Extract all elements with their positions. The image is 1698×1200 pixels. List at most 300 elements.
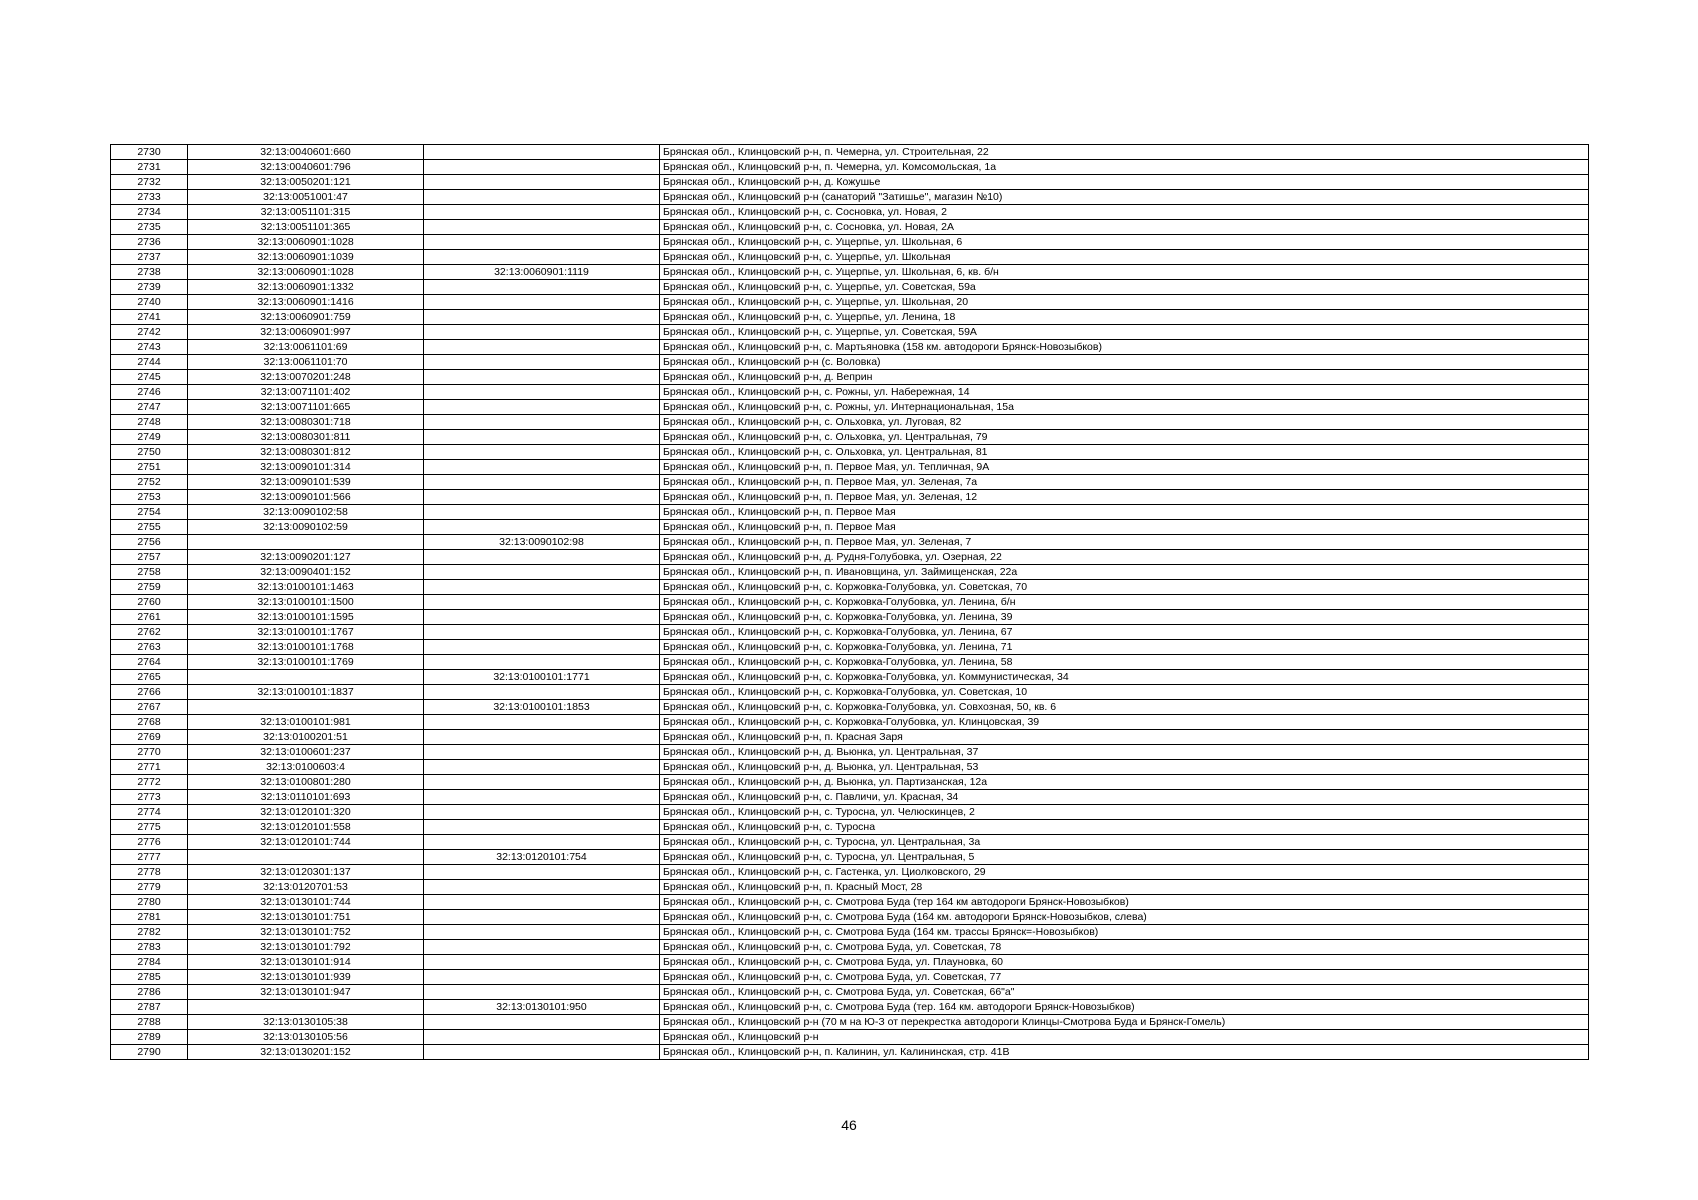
row-number-cell: 2788: [111, 1015, 188, 1030]
cadastral-number-cell: 32:13:0130101:751: [188, 910, 424, 925]
secondary-cadastral-number-cell: [424, 880, 660, 895]
address-cell: Брянская обл., Клинцовский р-н: [660, 1030, 1589, 1045]
cadastral-number-cell: 32:13:0100601:237: [188, 745, 424, 760]
address-cell: Брянская обл., Клинцовский р-н, с. Ущерпье, ул. Школьная, 6, кв. б/н: [660, 265, 1589, 280]
secondary-cadastral-number-cell: [424, 580, 660, 595]
address-cell: Брянская обл., Клинцовский р-н, с. Сосновка, ул. Новая, 2А: [660, 220, 1589, 235]
cadastral-number-cell: [188, 1000, 424, 1015]
cadastral-number-cell: 32:13:0060901:1039: [188, 250, 424, 265]
row-number-cell: 2754: [111, 505, 188, 520]
row-number-cell: 2757: [111, 550, 188, 565]
address-cell: Брянская обл., Клинцовский р-н, с. Смотрова Буда (164 км. трассы Брянск=-Новозыбков): [660, 925, 1589, 940]
table-row: [111, 625, 1589, 640]
table-row: [111, 310, 1589, 325]
address-cell: Брянская обл., Клинцовский р-н, с. Коржовка-Голубовка, ул. Ленина, 67: [660, 625, 1589, 640]
row-number-cell: 2739: [111, 280, 188, 295]
table-row: [111, 685, 1589, 700]
table-row: [111, 940, 1589, 955]
row-number-cell: 2785: [111, 970, 188, 985]
row-number-cell: 2780: [111, 895, 188, 910]
row-number-cell: 2753: [111, 490, 188, 505]
table-row: [111, 265, 1589, 280]
row-number-cell: 2734: [111, 205, 188, 220]
secondary-cadastral-number-cell: [424, 730, 660, 745]
table-row: [111, 865, 1589, 880]
table-row: [111, 820, 1589, 835]
address-cell: Брянская обл., Клинцовский р-н, с. Ущерпье, ул. Ленина, 18: [660, 310, 1589, 325]
row-number-cell: 2789: [111, 1030, 188, 1045]
address-cell: Брянская обл., Клинцовский р-н, с. Смотрова Буда (тер 164 км автодороги Брянск-Новозыбков): [660, 895, 1589, 910]
table-row: [111, 745, 1589, 760]
table-row: [111, 205, 1589, 220]
row-number-cell: 2774: [111, 805, 188, 820]
secondary-cadastral-number-cell: [424, 190, 660, 205]
secondary-cadastral-number-cell: [424, 145, 660, 160]
address-cell: Брянская обл., Клинцовский р-н (санаторий "Затишье", магазин №10): [660, 190, 1589, 205]
table-row: [111, 565, 1589, 580]
cadastral-number-cell: 32:13:0120301:137: [188, 865, 424, 880]
address-cell: Брянская обл., Клинцовский р-н, с. Коржовка-Голубовка, ул. Коммунистическая, 34: [660, 670, 1589, 685]
address-cell: Брянская обл., Клинцовский р-н, с. Смотрова Буда (164 км. автодороги Брянск-Новозыбков, слева): [660, 910, 1589, 925]
row-number-cell: 2759: [111, 580, 188, 595]
table-row: [111, 910, 1589, 925]
table-row: [111, 790, 1589, 805]
cadastral-number-cell: 32:13:0071101:402: [188, 385, 424, 400]
cadastral-number-cell: 32:13:0130101:744: [188, 895, 424, 910]
cadastral-number-cell: 32:13:0120101:558: [188, 820, 424, 835]
row-number-cell: 2741: [111, 310, 188, 325]
table-row: [111, 355, 1589, 370]
address-cell: Брянская обл., Клинцовский р-н, с. Смотрова Буда, ул. Советская, 77: [660, 970, 1589, 985]
table-row: [111, 520, 1589, 535]
cadastral-number-cell: 32:13:0070201:248: [188, 370, 424, 385]
address-cell: Брянская обл., Клинцовский р-н, с. Ущерпье, ул. Школьная: [660, 250, 1589, 265]
cadastral-number-cell: 32:13:0061101:69: [188, 340, 424, 355]
address-cell: Брянская обл., Клинцовский р-н, с. Коржовка-Голубовка, ул. Ленина, 71: [660, 640, 1589, 655]
table-row: [111, 895, 1589, 910]
table-row: [111, 805, 1589, 820]
address-cell: Брянская обл., Клинцовский р-н, п. Ивановщина, ул. Займищенская, 22а: [660, 565, 1589, 580]
address-cell: Брянская обл., Клинцовский р-н, с. Туросна, ул. Центральная, 5: [660, 850, 1589, 865]
table-row: [111, 220, 1589, 235]
table-row: [111, 610, 1589, 625]
cadastral-number-cell: 32:13:0071101:665: [188, 400, 424, 415]
cadastral-number-cell: 32:13:0100101:1595: [188, 610, 424, 625]
table-row: [111, 595, 1589, 610]
secondary-cadastral-number-cell: [424, 340, 660, 355]
table-row: [111, 580, 1589, 595]
secondary-cadastral-number-cell: [424, 1030, 660, 1045]
row-number-cell: 2758: [111, 565, 188, 580]
address-cell: Брянская обл., Клинцовский р-н, с. Смотрова Буда, ул. Плауновка, 60: [660, 955, 1589, 970]
table-row: [111, 1000, 1589, 1015]
secondary-cadastral-number-cell: [424, 940, 660, 955]
secondary-cadastral-number-cell: [424, 505, 660, 520]
cadastral-number-cell: 32:13:0100101:1767: [188, 625, 424, 640]
row-number-cell: 2764: [111, 655, 188, 670]
address-cell: Брянская обл., Клинцовский р-н, п. Первое Мая: [660, 520, 1589, 535]
cadastral-number-cell: 32:13:0090102:59: [188, 520, 424, 535]
cadastral-number-cell: [188, 850, 424, 865]
secondary-cadastral-number-cell: 32:13:0100101:1853: [424, 700, 660, 715]
cadastral-number-cell: 32:13:0100101:1768: [188, 640, 424, 655]
table-row: [111, 835, 1589, 850]
table-row: [111, 295, 1589, 310]
address-cell: Брянская обл., Клинцовский р-н, с. Коржовка-Голубовка, ул. Советская, 70: [660, 580, 1589, 595]
address-cell: Брянская обл., Клинцовский р-н, с. Туросна, ул. Челюскинцев, 2: [660, 805, 1589, 820]
row-number-cell: 2746: [111, 385, 188, 400]
address-cell: Брянская обл., Клинцовский р-н, п. Первое Мая: [660, 505, 1589, 520]
cadastral-number-cell: 32:13:0090102:58: [188, 505, 424, 520]
row-number-cell: 2781: [111, 910, 188, 925]
secondary-cadastral-number-cell: [424, 295, 660, 310]
table-row: [111, 490, 1589, 505]
table-row: [111, 550, 1589, 565]
secondary-cadastral-number-cell: [424, 895, 660, 910]
cadastral-number-cell: 32:13:0100603:4: [188, 760, 424, 775]
table-row: [111, 340, 1589, 355]
cadastral-number-cell: 32:13:0130101:939: [188, 970, 424, 985]
secondary-cadastral-number-cell: [424, 565, 660, 580]
cadastral-number-cell: 32:13:0040601:660: [188, 145, 424, 160]
cadastral-number-cell: 32:13:0130101:914: [188, 955, 424, 970]
address-cell: Брянская обл., Клинцовский р-н, с. Туросна: [660, 820, 1589, 835]
address-cell: Брянская обл., Клинцовский р-н (70 м на Ю-З от перекрестка автодороги Клинцы-Смотрова Буда и Брянск-Гомель): [660, 1015, 1589, 1030]
cadastral-number-cell: 32:13:0100201:51: [188, 730, 424, 745]
table-row: [111, 145, 1589, 160]
secondary-cadastral-number-cell: [424, 715, 660, 730]
table-row: [111, 760, 1589, 775]
row-number-cell: 2782: [111, 925, 188, 940]
secondary-cadastral-number-cell: [424, 460, 660, 475]
row-number-cell: 2786: [111, 985, 188, 1000]
address-cell: Брянская обл., Клинцовский р-н, с. Смотрова Буда, ул. Советская, 78: [660, 940, 1589, 955]
cadastral-number-cell: [188, 535, 424, 550]
secondary-cadastral-number-cell: [424, 910, 660, 925]
table-row: [111, 925, 1589, 940]
cadastral-number-cell: 32:13:0060901:1332: [188, 280, 424, 295]
row-number-cell: 2768: [111, 715, 188, 730]
row-number-cell: 2743: [111, 340, 188, 355]
table-row: [111, 250, 1589, 265]
table-row: [111, 880, 1589, 895]
table-row: [111, 460, 1589, 475]
address-cell: Брянская обл., Клинцовский р-н, д. Вьюнка, ул. Партизанская, 12а: [660, 775, 1589, 790]
table-row: [111, 325, 1589, 340]
address-cell: Брянская обл., Клинцовский р-н, с. Рожны, ул. Набережная, 14: [660, 385, 1589, 400]
cadastral-number-cell: 32:13:0060901:997: [188, 325, 424, 340]
address-cell: Брянская обл., Клинцовский р-н, с. Коржовка-Голубовка, ул. Ленина, 58: [660, 655, 1589, 670]
row-number-cell: 2775: [111, 820, 188, 835]
secondary-cadastral-number-cell: [424, 550, 660, 565]
secondary-cadastral-number-cell: [424, 250, 660, 265]
records-table: [110, 144, 1589, 1060]
address-cell: Брянская обл., Клинцовский р-н, с. Павличи, ул. Красная, 34: [660, 790, 1589, 805]
cadastral-number-cell: 32:13:0090101:539: [188, 475, 424, 490]
cadastral-number-cell: 32:13:0060901:759: [188, 310, 424, 325]
row-number-cell: 2776: [111, 835, 188, 850]
secondary-cadastral-number-cell: 32:13:0060901:1119: [424, 265, 660, 280]
secondary-cadastral-number-cell: [424, 400, 660, 415]
address-cell: Брянская обл., Клинцовский р-н, с. Коржовка-Голубовка, ул. Ленина, 39: [660, 610, 1589, 625]
row-number-cell: 2750: [111, 445, 188, 460]
address-cell: Брянская обл., Клинцовский р-н, п. Чемерна, ул. Комсомольская, 1а: [660, 160, 1589, 175]
cadastral-number-cell: 32:13:0080301:811: [188, 430, 424, 445]
secondary-cadastral-number-cell: [424, 685, 660, 700]
table-row: [111, 730, 1589, 745]
table-row: [111, 370, 1589, 385]
cadastral-number-cell: 32:13:0130101:792: [188, 940, 424, 955]
row-number-cell: 2762: [111, 625, 188, 640]
address-cell: Брянская обл., Клинцовский р-н, п. Калинин, ул. Калининская, стр. 41В: [660, 1045, 1589, 1060]
table-row: [111, 640, 1589, 655]
row-number-cell: 2733: [111, 190, 188, 205]
row-number-cell: 2751: [111, 460, 188, 475]
secondary-cadastral-number-cell: 32:13:0090102:98: [424, 535, 660, 550]
address-cell: Брянская обл., Клинцовский р-н, с. Смотрова Буда, ул. Советская, 66"а": [660, 985, 1589, 1000]
address-cell: Брянская обл., Клинцовский р-н, п. Первое Мая, ул. Зеленая, 7: [660, 535, 1589, 550]
cadastral-number-cell: 32:13:0100101:1500: [188, 595, 424, 610]
address-cell: Брянская обл., Клинцовский р-н, с. Коржовка-Голубовка, ул. Советская, 10: [660, 685, 1589, 700]
address-cell: Брянская обл., Клинцовский р-н, с. Ущерпье, ул. Школьная, 6: [660, 235, 1589, 250]
address-cell: Брянская обл., Клинцовский р-н, д. Вьюнка, ул. Центральная, 37: [660, 745, 1589, 760]
secondary-cadastral-number-cell: [424, 805, 660, 820]
table-row: [111, 475, 1589, 490]
secondary-cadastral-number-cell: [424, 445, 660, 460]
cadastral-number-cell: 32:13:0050201:121: [188, 175, 424, 190]
secondary-cadastral-number-cell: [424, 160, 660, 175]
secondary-cadastral-number-cell: [424, 175, 660, 190]
secondary-cadastral-number-cell: [424, 625, 660, 640]
row-number-cell: 2737: [111, 250, 188, 265]
address-cell: Брянская обл., Клинцовский р-н, п. Первое Мая, ул. Зеленая, 7а: [660, 475, 1589, 490]
table-row: [111, 400, 1589, 415]
address-cell: Брянская обл., Клинцовский р-н, с. Сосновка, ул. Новая, 2: [660, 205, 1589, 220]
row-number-cell: 2738: [111, 265, 188, 280]
secondary-cadastral-number-cell: [424, 655, 660, 670]
address-cell: Брянская обл., Клинцовский р-н, п. Чемерна, ул. Строительная, 22: [660, 145, 1589, 160]
row-number-cell: 2740: [111, 295, 188, 310]
cadastral-number-cell: 32:13:0130201:152: [188, 1045, 424, 1060]
row-number-cell: 2749: [111, 430, 188, 445]
secondary-cadastral-number-cell: [424, 1015, 660, 1030]
secondary-cadastral-number-cell: [424, 760, 660, 775]
table-row: [111, 430, 1589, 445]
row-number-cell: 2787: [111, 1000, 188, 1015]
address-cell: Брянская обл., Клинцовский р-н (с. Воловка): [660, 355, 1589, 370]
table-row: [111, 385, 1589, 400]
row-number-cell: 2783: [111, 940, 188, 955]
row-number-cell: 2767: [111, 700, 188, 715]
row-number-cell: 2763: [111, 640, 188, 655]
secondary-cadastral-number-cell: [424, 355, 660, 370]
secondary-cadastral-number-cell: [424, 475, 660, 490]
cadastral-number-cell: 32:13:0090101:566: [188, 490, 424, 505]
secondary-cadastral-number-cell: [424, 520, 660, 535]
row-number-cell: 2778: [111, 865, 188, 880]
address-cell: Брянская обл., Клинцовский р-н, д. Вьюнка, ул. Центральная, 53: [660, 760, 1589, 775]
secondary-cadastral-number-cell: [424, 205, 660, 220]
table-row: [111, 175, 1589, 190]
row-number-cell: 2771: [111, 760, 188, 775]
cadastral-number-cell: [188, 700, 424, 715]
secondary-cadastral-number-cell: 32:13:0120101:754: [424, 850, 660, 865]
row-number-cell: 2772: [111, 775, 188, 790]
row-number-cell: 2773: [111, 790, 188, 805]
address-cell: Брянская обл., Клинцовский р-н, с. Коржовка-Голубовка, ул. Совхозная, 50, кв. 6: [660, 700, 1589, 715]
address-cell: Брянская обл., Клинцовский р-н, д. Веприн: [660, 370, 1589, 385]
row-number-cell: 2747: [111, 400, 188, 415]
address-cell: Брянская обл., Клинцовский р-н, с. Ольховка, ул. Центральная, 81: [660, 445, 1589, 460]
cadastral-number-cell: 32:13:0060901:1416: [188, 295, 424, 310]
cadastral-number-cell: 32:13:0130105:56: [188, 1030, 424, 1045]
secondary-cadastral-number-cell: [424, 955, 660, 970]
table-row: [111, 415, 1589, 430]
cadastral-number-cell: 32:13:0130101:752: [188, 925, 424, 940]
row-number-cell: 2790: [111, 1045, 188, 1060]
table-row: [111, 280, 1589, 295]
table-row: [111, 1015, 1589, 1030]
table-row: [111, 1030, 1589, 1045]
cadastral-number-cell: 32:13:0130105:38: [188, 1015, 424, 1030]
secondary-cadastral-number-cell: [424, 220, 660, 235]
secondary-cadastral-number-cell: [424, 385, 660, 400]
table-row: [111, 775, 1589, 790]
address-cell: Брянская обл., Клинцовский р-н, с. Ущерпье, ул. Советская, 59А: [660, 325, 1589, 340]
table-row: [111, 1045, 1589, 1060]
secondary-cadastral-number-cell: [424, 640, 660, 655]
address-cell: Брянская обл., Клинцовский р-н, д. Кожушье: [660, 175, 1589, 190]
table-row: [111, 190, 1589, 205]
cadastral-number-cell: 32:13:0080301:718: [188, 415, 424, 430]
cadastral-number-cell: 32:13:0051101:315: [188, 205, 424, 220]
row-number-cell: 2736: [111, 235, 188, 250]
cadastral-number-cell: 32:13:0100801:280: [188, 775, 424, 790]
table-row: [111, 715, 1589, 730]
row-number-cell: 2779: [111, 880, 188, 895]
secondary-cadastral-number-cell: 32:13:0130101:950: [424, 1000, 660, 1015]
row-number-cell: 2755: [111, 520, 188, 535]
row-number-cell: 2742: [111, 325, 188, 340]
secondary-cadastral-number-cell: [424, 595, 660, 610]
secondary-cadastral-number-cell: [424, 280, 660, 295]
row-number-cell: 2752: [111, 475, 188, 490]
cadastral-number-cell: 32:13:0100101:1837: [188, 685, 424, 700]
address-cell: Брянская обл., Клинцовский р-н, с. Ольховка, ул. Центральная, 79: [660, 430, 1589, 445]
cadastral-number-cell: 32:13:0120101:320: [188, 805, 424, 820]
address-cell: Брянская обл., Клинцовский р-н, с. Туросна, ул. Центральная, 3а: [660, 835, 1589, 850]
table-row: [111, 535, 1589, 550]
secondary-cadastral-number-cell: [424, 235, 660, 250]
secondary-cadastral-number-cell: [424, 310, 660, 325]
secondary-cadastral-number-cell: [424, 1045, 660, 1060]
secondary-cadastral-number-cell: [424, 925, 660, 940]
address-cell: Брянская обл., Клинцовский р-н, с. Коржовка-Голубовка, ул. Клинцовская, 39: [660, 715, 1589, 730]
secondary-cadastral-number-cell: [424, 415, 660, 430]
secondary-cadastral-number-cell: [424, 865, 660, 880]
table-row: [111, 655, 1589, 670]
address-cell: Брянская обл., Клинцовский р-н, п. Красный Мост, 28: [660, 880, 1589, 895]
secondary-cadastral-number-cell: [424, 490, 660, 505]
row-number-cell: 2760: [111, 595, 188, 610]
cadastral-number-cell: 32:13:0120701:53: [188, 880, 424, 895]
cadastral-number-cell: 32:13:0060901:1028: [188, 265, 424, 280]
cadastral-number-cell: 32:13:0040601:796: [188, 160, 424, 175]
cadastral-number-cell: 32:13:0061101:70: [188, 355, 424, 370]
table-row: [111, 445, 1589, 460]
row-number-cell: 2777: [111, 850, 188, 865]
secondary-cadastral-number-cell: [424, 790, 660, 805]
secondary-cadastral-number-cell: [424, 985, 660, 1000]
table-row: [111, 850, 1589, 865]
address-cell: Брянская обл., Клинцовский р-н, п. Первое Мая, ул. Тепличная, 9А: [660, 460, 1589, 475]
cadastral-number-cell: 32:13:0120101:744: [188, 835, 424, 850]
address-cell: Брянская обл., Клинцовский р-н, п. Первое Мая, ул. Зеленая, 12: [660, 490, 1589, 505]
cadastral-number-cell: 32:13:0130101:947: [188, 985, 424, 1000]
secondary-cadastral-number-cell: [424, 775, 660, 790]
cadastral-number-cell: 32:13:0090201:127: [188, 550, 424, 565]
table-row: [111, 955, 1589, 970]
address-cell: Брянская обл., Клинцовский р-н, с. Рожны, ул. Интернациональная, 15а: [660, 400, 1589, 415]
row-number-cell: 2770: [111, 745, 188, 760]
address-cell: Брянская обл., Клинцовский р-н, д. Рудня-Голубовка, ул. Озерная, 22: [660, 550, 1589, 565]
cadastral-number-cell: 32:13:0110101:693: [188, 790, 424, 805]
cadastral-number-cell: 32:13:0051101:365: [188, 220, 424, 235]
secondary-cadastral-number-cell: [424, 430, 660, 445]
secondary-cadastral-number-cell: [424, 325, 660, 340]
cadastral-number-cell: 32:13:0051001:47: [188, 190, 424, 205]
row-number-cell: 2745: [111, 370, 188, 385]
row-number-cell: 2731: [111, 160, 188, 175]
row-number-cell: 2784: [111, 955, 188, 970]
cadastral-number-cell: 32:13:0100101:1769: [188, 655, 424, 670]
address-cell: Брянская обл., Клинцовский р-н, п. Красная Заря: [660, 730, 1589, 745]
table-row: [111, 700, 1589, 715]
address-cell: Брянская обл., Клинцовский р-н, с. Смотрова Буда (тер. 164 км. автодороги Брянск-Новозыбков): [660, 1000, 1589, 1015]
row-number-cell: 2744: [111, 355, 188, 370]
row-number-cell: 2761: [111, 610, 188, 625]
row-number-cell: 2765: [111, 670, 188, 685]
row-number-cell: 2735: [111, 220, 188, 235]
secondary-cadastral-number-cell: [424, 370, 660, 385]
row-number-cell: 2732: [111, 175, 188, 190]
cadastral-number-cell: 32:13:0090101:314: [188, 460, 424, 475]
row-number-cell: 2766: [111, 685, 188, 700]
address-cell: Брянская обл., Клинцовский р-н, с. Ущерпье, ул. Советская, 59а: [660, 280, 1589, 295]
table-row: [111, 985, 1589, 1000]
row-number-cell: 2769: [111, 730, 188, 745]
address-cell: Брянская обл., Клинцовский р-н, с. Коржовка-Голубовка, ул. Ленина, б/н: [660, 595, 1589, 610]
row-number-cell: 2756: [111, 535, 188, 550]
address-cell: Брянская обл., Клинцовский р-н, с. Ущерпье, ул. Школьная, 20: [660, 295, 1589, 310]
cadastral-number-cell: 32:13:0090401:152: [188, 565, 424, 580]
table-row: [111, 505, 1589, 520]
table-row: [111, 235, 1589, 250]
cadastral-number-cell: [188, 670, 424, 685]
cadastral-number-cell: 32:13:0100101:1463: [188, 580, 424, 595]
page-number: 46: [841, 1117, 857, 1133]
cadastral-number-cell: 32:13:0100101:981: [188, 715, 424, 730]
cadastral-number-cell: 32:13:0080301:812: [188, 445, 424, 460]
table-row: [111, 670, 1589, 685]
secondary-cadastral-number-cell: [424, 745, 660, 760]
address-cell: Брянская обл., Клинцовский р-н, с. Гастенка, ул. Циолковского, 29: [660, 865, 1589, 880]
secondary-cadastral-number-cell: [424, 835, 660, 850]
table-row: [111, 160, 1589, 175]
secondary-cadastral-number-cell: [424, 610, 660, 625]
cadastral-number-cell: 32:13:0060901:1028: [188, 235, 424, 250]
secondary-cadastral-number-cell: [424, 820, 660, 835]
